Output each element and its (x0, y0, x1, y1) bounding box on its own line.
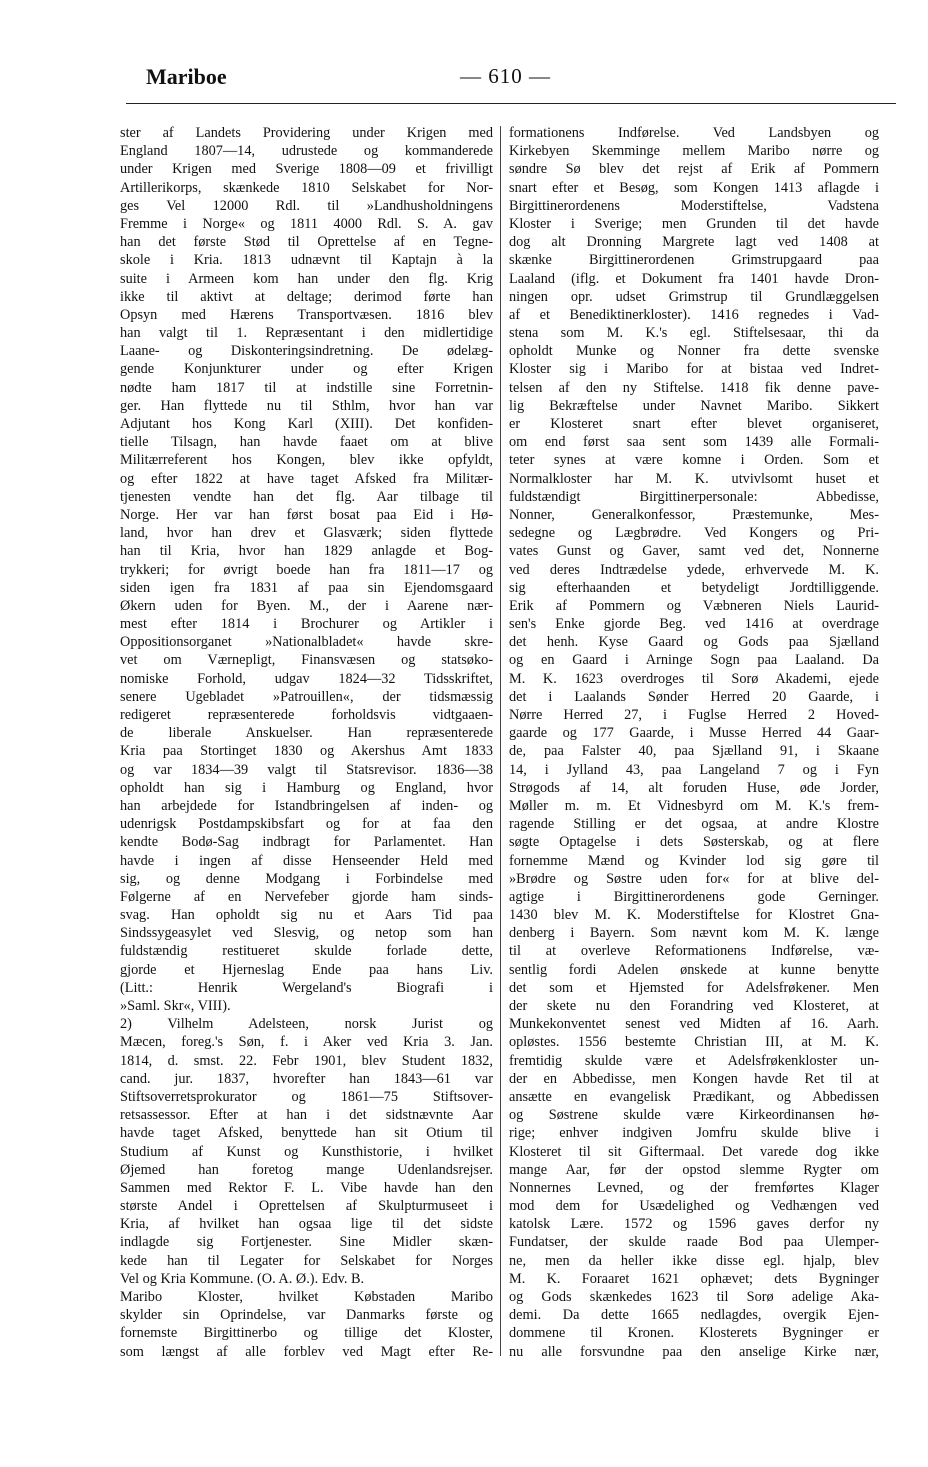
text-line: Opsyn med Hærens Transportvæsen. 1816 blev (120, 306, 493, 323)
page-number: — 610 — (460, 64, 551, 88)
text-line: telsen af den ny Stiftelse. 1418 fik denne pave- (509, 379, 879, 396)
text-line: Nonner, Generalkonfessor, Præstemunke, Mes- (509, 506, 879, 523)
text-line: ved deres Indtrædelse ydede, erhvervede M. K. (509, 561, 879, 578)
text-line: 2) Vilhelm Adelsteen, norsk Jurist og (120, 1016, 493, 1033)
text-line: formationens Indførelse. Ved Landsbyen og (509, 125, 879, 141)
text-line: nødte ham 1817 til at indstille sine Forretnin- (120, 379, 493, 396)
text-line: skylder sin Oprindelse, var Danmarks første og (120, 1307, 493, 1324)
text-line: redigeret repræsenterede forholdsvis vidtgaaen- (120, 707, 493, 723)
text-line: Vel og Kria Kommune. (O. A. Ø.). Edv. B. (120, 1270, 365, 1287)
text-line: Strøgods af 14, alt foruden Huse, øde Jorder, (509, 779, 879, 796)
text-line: fornemme Mænd og Kvinder lod sig gøre til (509, 852, 879, 869)
text-line: søndre Sø blev det rejst af Erik af Pommern (509, 161, 879, 178)
text-line: der en Abbedisse, men Kongen havde Ret til at (509, 1070, 879, 1087)
text-line: Munkekonventet senest ved Midten af 16. Aarh. (509, 1016, 879, 1033)
text-line: skole i Kria. 1813 udnævnt til Kaptajn à la (120, 252, 493, 269)
text-line: nu alle forsvundne paa den anselige Kirke nær, (509, 1343, 879, 1360)
text-line: kede han til Legater for Selskabet for Norges (120, 1252, 493, 1269)
text-line: ne, men da heller ikke disse egl. hjalp, blev (509, 1252, 879, 1269)
text-line: land, hvor han drev et Glasværk; siden flyttede (120, 525, 493, 542)
text-line: skænke Birgittinerordenen Grimstrupgaard paa (509, 252, 879, 269)
text-line: af et Benediktinerkloster). 1416 regnedes i Vad- (509, 306, 879, 323)
text-line: Erik af Pommern og Væbneren Niels Laurid- (509, 597, 879, 614)
text-line: ges Vel 12000 Rdl. til »Landhusholdningens (120, 197, 493, 214)
text-line: ragende Stilling er det ogsaa, at andre Klostre (509, 816, 879, 833)
text-line: Adjutant hos Kong Karl (XIII). Det konfiden- (120, 416, 493, 432)
text-line: retsassessor. Efter at han i det sidstnævnte Aar (120, 1107, 493, 1124)
text-line: England 1807—14, udrustede og kommanderede (120, 143, 493, 160)
text-line: havde i ingen af disse Henseender Held med (120, 852, 493, 869)
text-line: han det første Stød til Oprettelse af en Tegne- (120, 234, 493, 251)
text-line: som længst af alle forblev ved Magt efter Re- (120, 1343, 493, 1360)
text-line: demi. Da dette 1665 nedlagdes, overgik Ejen- (509, 1307, 879, 1324)
text-line: og Gods skænkedes 1623 til Sorø adelige Aka- (509, 1289, 879, 1305)
text-line: gende Konjunkturer under og efter Krigen (120, 361, 493, 378)
text-line: han til Kria, hvor han 1829 anlagde et Bog- (120, 543, 493, 560)
text-line: der skete nu den Forandring ved Klosteret, at (509, 998, 879, 1014)
text-line: Møller m. m. Et Vidnesbyrd om M. K.'s frem- (509, 797, 879, 814)
text-line: sig efterhaanden et betydeligt Jordtilliggende. (509, 579, 879, 596)
text-line: havde taget Afsked, benyttede han sit Otium til (120, 1125, 493, 1142)
text-line: vet om Værnepligt, Finansvæsen og statsøko- (120, 652, 493, 669)
text-line: Mæcen, foreg.'s Søn, f. i Aker ved Kria 3. Jan. (120, 1034, 493, 1051)
left-column (120, 124, 493, 1361)
text-line: mange Aar, før der opstod slemme Rygter om (509, 1161, 879, 1178)
text-line: 1430 blev M. K. Moderstiftelse for Klostret Gna- (509, 907, 879, 924)
text-line: vates Gunst og Gaver, samt ved det, Nonnerne (509, 543, 879, 560)
text-line: tielle Tilsagn, han havde faaet om at blive (120, 434, 493, 451)
text-line: sedegne og Lægbrødre. Ved Kongers og Pri- (509, 525, 879, 542)
text-line: nomiske Forhold, udgav 1824—32 Tidsskriftet, (120, 670, 493, 687)
text-line: dommene til Kronen. Klosterets Bygninger er (509, 1325, 879, 1342)
text-line: Sammen med Rektor F. L. Vibe havde han den (120, 1179, 493, 1196)
text-line: Laane- og Diskonteringsindretning. De ødelæg- (120, 343, 493, 360)
text-line: snart efter et Besøg, som Kongen 1413 aflagde i (509, 179, 879, 196)
text-line: ster af Landets Providering under Krigen med (120, 125, 493, 141)
text-line: katolsk Lære. 1572 og 1596 gaves derfor ny (509, 1216, 879, 1233)
page-header (118, 60, 893, 96)
text-line: mest efter 1814 i Brochurer og Artikler i (120, 616, 493, 633)
text-line: sig, og denne Modgang i Forbindelse med (120, 870, 493, 887)
text-line: Normalkloster har M. K. utvivlsomt huset et (509, 470, 879, 487)
text-line: gaarde og 177 Gaarde, i Musse Herred 44 Gaar- (509, 725, 879, 742)
text-line: og Søstrene skulde være Kirkeordinansen hø- (509, 1107, 879, 1124)
text-line: Sindssygeasylet ved Slesvig, og netop som han (120, 925, 493, 942)
text-line: han arbejdede for Istandbringelsen af inden- og (120, 797, 493, 814)
column-divider (500, 126, 501, 1356)
text-line: sen's Enke gjorde Beg. ved 1416 at overdrage (509, 616, 879, 633)
text-line: cand. jur. 1837, hvorefter han 1843—61 var (120, 1070, 493, 1087)
text-line: de liberale Anskuelser. Han repræsenterede (120, 725, 493, 742)
text-line: 14, i Jylland 43, paa Langeland 7 og i Fyn (509, 761, 879, 778)
text-line: (Litt.: Henrik Wergeland's Biografi i (120, 979, 493, 996)
text-line: fremtidig skulde være et Adelsfrøkenkloster un- (509, 1052, 879, 1069)
text-line: om end først saa sent som 1439 alle Formali- (509, 434, 879, 451)
text-line: Laaland (iflg. et Dokument fra 1401 havde Dron- (509, 270, 879, 287)
header-rule (126, 103, 896, 104)
text-line: M. K. Foraaret 1621 ophævet; dets Bygninger (509, 1270, 879, 1287)
text-line: Kirkebyen Skemminge mellem Maribo nørre og (509, 143, 879, 160)
text-line: søgte Optagelse i dets Søsterskab, og at flere (509, 834, 879, 851)
text-line: gjorde et Hjerneslag Ende paa hans Liv. (120, 961, 493, 978)
text-line: Fremme i Norge« og 1811 4000 Rdl. S. A. gav (120, 215, 493, 232)
text-line: Nonnernes Levned, og der fremførtes Klager (509, 1179, 879, 1196)
text-line: lig Bekræftelse under Navnet Maribo. Sikkert (509, 397, 879, 414)
text-line: er Klosteret snart efter blevet organiseret, (509, 416, 879, 432)
text-line: fuldstændigt Birgittinerpersonale: Abbedisse, (509, 488, 879, 505)
text-line: denberg i Bayern. Som nævnt kom M. K. længe (509, 925, 879, 942)
text-line: Følgerne af en Nervefeber gjorde ham sinds- (120, 888, 493, 905)
text-line: agtige i Birgittinerordenens gode Gerninger. (509, 888, 879, 905)
text-line: det som et Hjemsted for Adelsfrøkener. Men (509, 979, 879, 996)
text-line: ger. Han flyttede nu til Sthlm, hvor han var (120, 397, 493, 414)
text-line: største Andel i Oprettelsen af Skulpturmuseet i (120, 1198, 493, 1215)
text-line: Fundatser, der skulde raade Bod paa Ulemper- (509, 1234, 879, 1251)
text-line: rige; enhver indgiven Jomfru skulde blive i (509, 1125, 879, 1142)
text-line: Økern uden for Byen. M., der i Aarene nær- (120, 597, 493, 614)
text-line: Birgittinerordenens Moderstiftelse, Vadstena (509, 197, 879, 214)
text-line: »Brødre og Søstre uden for« for at blive del- (509, 870, 879, 887)
text-line: Kria paa Stortinget 1830 og Akershus Amt 1833 (120, 743, 493, 760)
text-line: og var 1834—39 valgt til Statsrevisor. 1836—38 (120, 761, 493, 778)
text-line: M. K. 1623 overdroges til Sorø Akademi, ejede (509, 670, 879, 687)
text-line: svag. Han opholdt sig nu et Aars Tid paa (120, 907, 493, 924)
right-column (509, 124, 879, 1361)
running-head: Mariboe (146, 64, 227, 89)
text-line: opløstes. 1556 bestemte Christian III, at M. K. (509, 1034, 879, 1051)
text-line: ikke til aktivt at deltage; derimod førte han (120, 288, 493, 305)
text-line: Stiftsoverretsprokurator og 1861—75 Stiftsover- (120, 1088, 493, 1105)
text-line: trykkeri; for øvrigt boede han fra 1811—17 og (120, 561, 493, 578)
text-line: det henh. Kyse Gaard og Gods paa Sjælland (509, 634, 879, 651)
text-line: suite i Armeen kom han under den flg. Krig (120, 270, 493, 287)
text-line: Nørre Herred 27, i Fuglse Herred 2 Hoved- (509, 707, 879, 723)
text-line: fornemste Birgittinerbo og tillige det Kloster, (120, 1325, 493, 1342)
text-line: under Krigen med Sverige 1808—09 et frivilligt (120, 161, 493, 178)
text-line: og en Gaard i Arninge Sogn paa Laaland. Da (509, 652, 879, 669)
text-line: Kria, af hvilket han ogsaa lige til det sidste (120, 1216, 493, 1233)
text-line: sentlig fordi Adelen ønskede at kunne benytte (509, 961, 879, 978)
text-line: 1814, d. smst. 22. Febr 1901, blev Student 1832, (120, 1052, 493, 1069)
text-line: indlagde sig Fortjenester. Sine Midler skæn- (120, 1234, 493, 1251)
text-line: det i Laalands Sønder Herred 20 Gaarde, i (509, 688, 879, 705)
text-line: Studium af Kunst og Kunsthistorie, i hvilket (120, 1143, 493, 1160)
text-line: Norge. Her var han først bosat paa Eid i Hø- (120, 506, 493, 523)
text-line: Maribo Kloster, hvilket Købstaden Maribo (120, 1289, 493, 1305)
text-line: han valgt til 1. Repræsentant i den midlertidige (120, 325, 493, 342)
text-line: Øjemed han foretog mange Udenlandsrejser. (120, 1161, 493, 1178)
text-line: ningen opr. udset Grimstrup til Grundlæggelsen (509, 288, 879, 305)
text-line: til at overleve Reformationens Indførelse, væ- (509, 943, 879, 960)
text-line: kendte Bodø-Sag indbragt for Parlamentet. Han (120, 834, 493, 851)
text-line: siden igen fra 1831 af paa sin Ejendomsgaard (120, 579, 493, 596)
text-line: dog alt Dronning Margrete lagt ved 1408 at (509, 234, 879, 251)
text-line: opholdt han sig i Hamburg og England, hvor (120, 779, 493, 796)
text-line: Kloster i Sverige; men Grunden til det havde (509, 215, 879, 232)
text-line: de, paa Falster 40, paa Sjælland 91, i Skaane (509, 743, 879, 760)
text-line: Klosteret til sit Giftermaal. Det varede dog ikke (509, 1143, 879, 1160)
text-line: tjenesten vendte han det flg. Aar tilbage til (120, 488, 493, 505)
text-line: Artillerikorps, skænkede 1810 Selskabet for Nor- (120, 179, 493, 196)
text-line: stena som M. K.'s egl. Stiftelsesaar, thi da (509, 325, 879, 342)
text-line: udenrigsk Postdampskibsfart og for at faa den (120, 816, 493, 833)
text-line: senere Ugebladet »Patrouillen«, der tidsmæssig (120, 688, 493, 705)
text-line: ansætte en evangelisk Prædikant, og Abbedissen (509, 1088, 879, 1105)
text-line: fuldstændig restitueret skulde forlade dette, (120, 943, 493, 960)
text-line: og efter 1822 at have taget Afsked fra Militær- (120, 470, 493, 487)
text-line: Oppositionsorganet »Nationalbladet« havde skre- (120, 634, 493, 651)
text-line: teter synes at være komne i Orden. Som et (509, 452, 879, 469)
text-line: mod dem for Usædelighed og Vedhængen ved (509, 1198, 879, 1215)
text-line: Kloster sig i Maribo for at bistaa ved Indret- (509, 361, 879, 378)
text-line: opholdt Munke og Nonner fra dette svenske (509, 343, 879, 360)
text-line: »Saml. Skr«, VIII). (120, 998, 231, 1014)
text-line: Militærreferent hos Kongen, blev ikke opfyldt, (120, 452, 493, 469)
